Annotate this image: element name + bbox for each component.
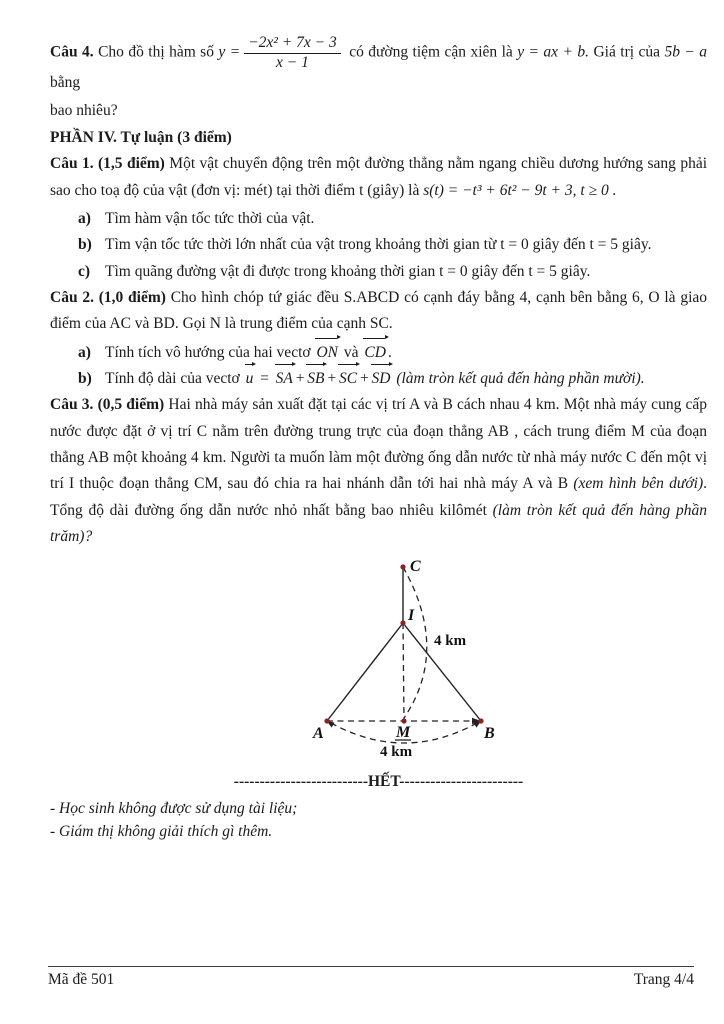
q1-position-formula: s(t) = −t³ + 6t² − 9t + 3, t ≥ 0 .: [423, 181, 617, 199]
q1-item-a: [78, 206, 707, 232]
vector-sb: SB: [307, 366, 324, 392]
plus-sign: +: [326, 370, 337, 388]
point-i-dot: [400, 620, 405, 625]
plus-sign: +: [359, 370, 370, 388]
q2b-vector-formula: [244, 370, 393, 387]
q1-item-c-text: Tìm quãng đường vật đi được trong khoảng thời gian t = 0 giây đến t = 5 giây.: [105, 262, 591, 280]
q2-label: Câu 2. (1,0 điểm): [50, 289, 166, 307]
cm-distance-label: 4 km: [434, 632, 467, 649]
q3-label: Câu 3. (0,5 điểm): [50, 396, 165, 414]
point-a-label: A: [313, 724, 324, 742]
page-footer: [48, 966, 694, 989]
q1-item-a-label: a): [78, 210, 91, 228]
q4-mid2: Giá trị của: [593, 43, 660, 61]
q4-tail: bằng: [50, 74, 81, 92]
geometry-figure: [300, 555, 515, 769]
ab-distance-label: 4 km: [380, 743, 413, 760]
vector-on-symbol: ON: [316, 340, 338, 366]
q4-function-lhs: y =: [218, 43, 241, 61]
q4-asymptote: y = ax + b.: [517, 43, 590, 61]
question-4: [50, 34, 707, 95]
q3-text2: . Tổng độ dài đường ống dẫn nước nhỏ nhất bằng bao nhiêu kilômét: [50, 475, 707, 519]
vector-cd-symbol: CD: [364, 340, 386, 366]
q1-item-b-text: Tìm vận tốc tức thời lớn nhất của vật trong khoảng thời gian từ t = 0 giây đến t = 5 giây.: [105, 236, 652, 254]
equals-sign: =: [259, 370, 270, 388]
q2-text: Cho hình chóp tứ giác đều S.ABCD có cạnh đáy bằng 4, cạnh bên bằng 6, O là giao điểm của AC và BD. Gọi N là trung điểm của cạnh SC.: [50, 289, 708, 333]
q3-italic2: (làm tròn kết quả đến hàng phần trăm)?: [50, 501, 707, 546]
exam-code: Mã đề 501: [48, 971, 115, 988]
point-m-dot: [401, 718, 406, 723]
q1-item-c-label: c): [78, 262, 91, 280]
q2-item-b-text: [105, 366, 645, 392]
q4-intro: Cho đồ thị hàm số: [98, 43, 214, 61]
q3-italic1: (xem hình bên dưới): [573, 475, 704, 493]
point-a-dot: [324, 718, 329, 723]
arc-c-to-m: [403, 567, 427, 718]
q1-text: Một vật chuyển động trên một đường thẳng nằm ngang chiều dương hướng sang phải sao cho toạ độ của vật (đơn vị: mét) tại thời điểm t (giây) là: [50, 155, 708, 199]
note-no-materials: - Học sinh không được sử dụng tài liệu;: [50, 800, 298, 818]
q3-text1: Hai nhà máy sản xuất đặt tại các vị trí A và B cách nhau 4 km. Một nhà máy cung cấp nước được đặt ở vị trí C nằm trên đường trung trực của đoạn thẳng AB , cách trung điểm M của đoạn thẳng AB một khoảng 4 km. Người ta muốn làm một đường ống dẫn nước từ nhà máy nước C đến một vị trí I thuộc đoạn thẳng CM, sau đó chia ra hai nhánh dẫn tới hai nhà máy A và B: [50, 396, 708, 493]
exam-notes: [50, 798, 707, 843]
q2b-rounding-note: (làm tròn kết quả đến hàng phần mười).: [396, 370, 645, 388]
plus-sign: +: [294, 370, 306, 388]
point-b-label: B: [484, 724, 495, 742]
vector-u: u: [246, 366, 254, 392]
q2a-mid: và: [343, 343, 359, 361]
point-m-label: M: [396, 723, 411, 741]
q2-item-b-label: b): [78, 370, 92, 388]
q2a-post: .: [387, 343, 392, 361]
segment-i-m-dashed: [403, 623, 404, 721]
q4-fraction-denominator: x − 1: [276, 53, 309, 71]
point-c-label: C: [410, 557, 421, 575]
het-separator: --------------------------HẾT------------------------: [233, 772, 524, 790]
page-content: [50, 34, 707, 843]
q2-item-a-text: [105, 340, 392, 366]
vector-cd: [362, 344, 388, 361]
q4-line2: bao nhiêu?: [50, 101, 118, 119]
vector-sd: SD: [372, 366, 391, 392]
note-no-explanation: - Giám thị không giải thích gì thêm.: [50, 822, 273, 840]
q2-item-b: [78, 366, 707, 392]
q1-item-b: [78, 232, 707, 258]
vector-sc: SC: [339, 366, 357, 392]
q4-fraction-numerator: −2x² + 7x − 3: [244, 34, 341, 54]
q4-expression: 5b − a: [664, 43, 708, 61]
q1-item-a-text: Tìm hàm vận tốc tức thời của vật.: [105, 210, 315, 228]
q4-mid: có đường tiệm cận xiên là: [349, 43, 513, 61]
q4-label: Câu 4.: [50, 43, 94, 61]
question-1: [50, 151, 707, 204]
q2a-pre: Tính tích vô hướng của hai vectơ: [105, 343, 311, 361]
q2-item-a-label: a): [78, 343, 91, 361]
point-b-dot: [478, 718, 483, 723]
part-iv-heading: PHẦN IV. Tự luận (3 điểm): [50, 129, 232, 146]
point-c-dot: [400, 564, 405, 569]
q4-fraction: [244, 34, 341, 72]
segment-i-a: [327, 623, 403, 721]
page-number: Trang 4/4: [633, 971, 694, 988]
vector-sa: SA: [276, 366, 293, 392]
figure-svg: [300, 555, 515, 769]
question-2: [50, 285, 707, 338]
vector-on: [314, 344, 340, 361]
q1-item-c: [78, 259, 707, 285]
q1-label: Câu 1. (1,5 điểm): [50, 155, 165, 173]
question-3: [50, 392, 707, 550]
point-i-label: I: [408, 606, 415, 624]
q2b-pre: Tính độ dài của vectơ: [105, 370, 240, 388]
q1-item-b-label: b): [78, 236, 92, 254]
